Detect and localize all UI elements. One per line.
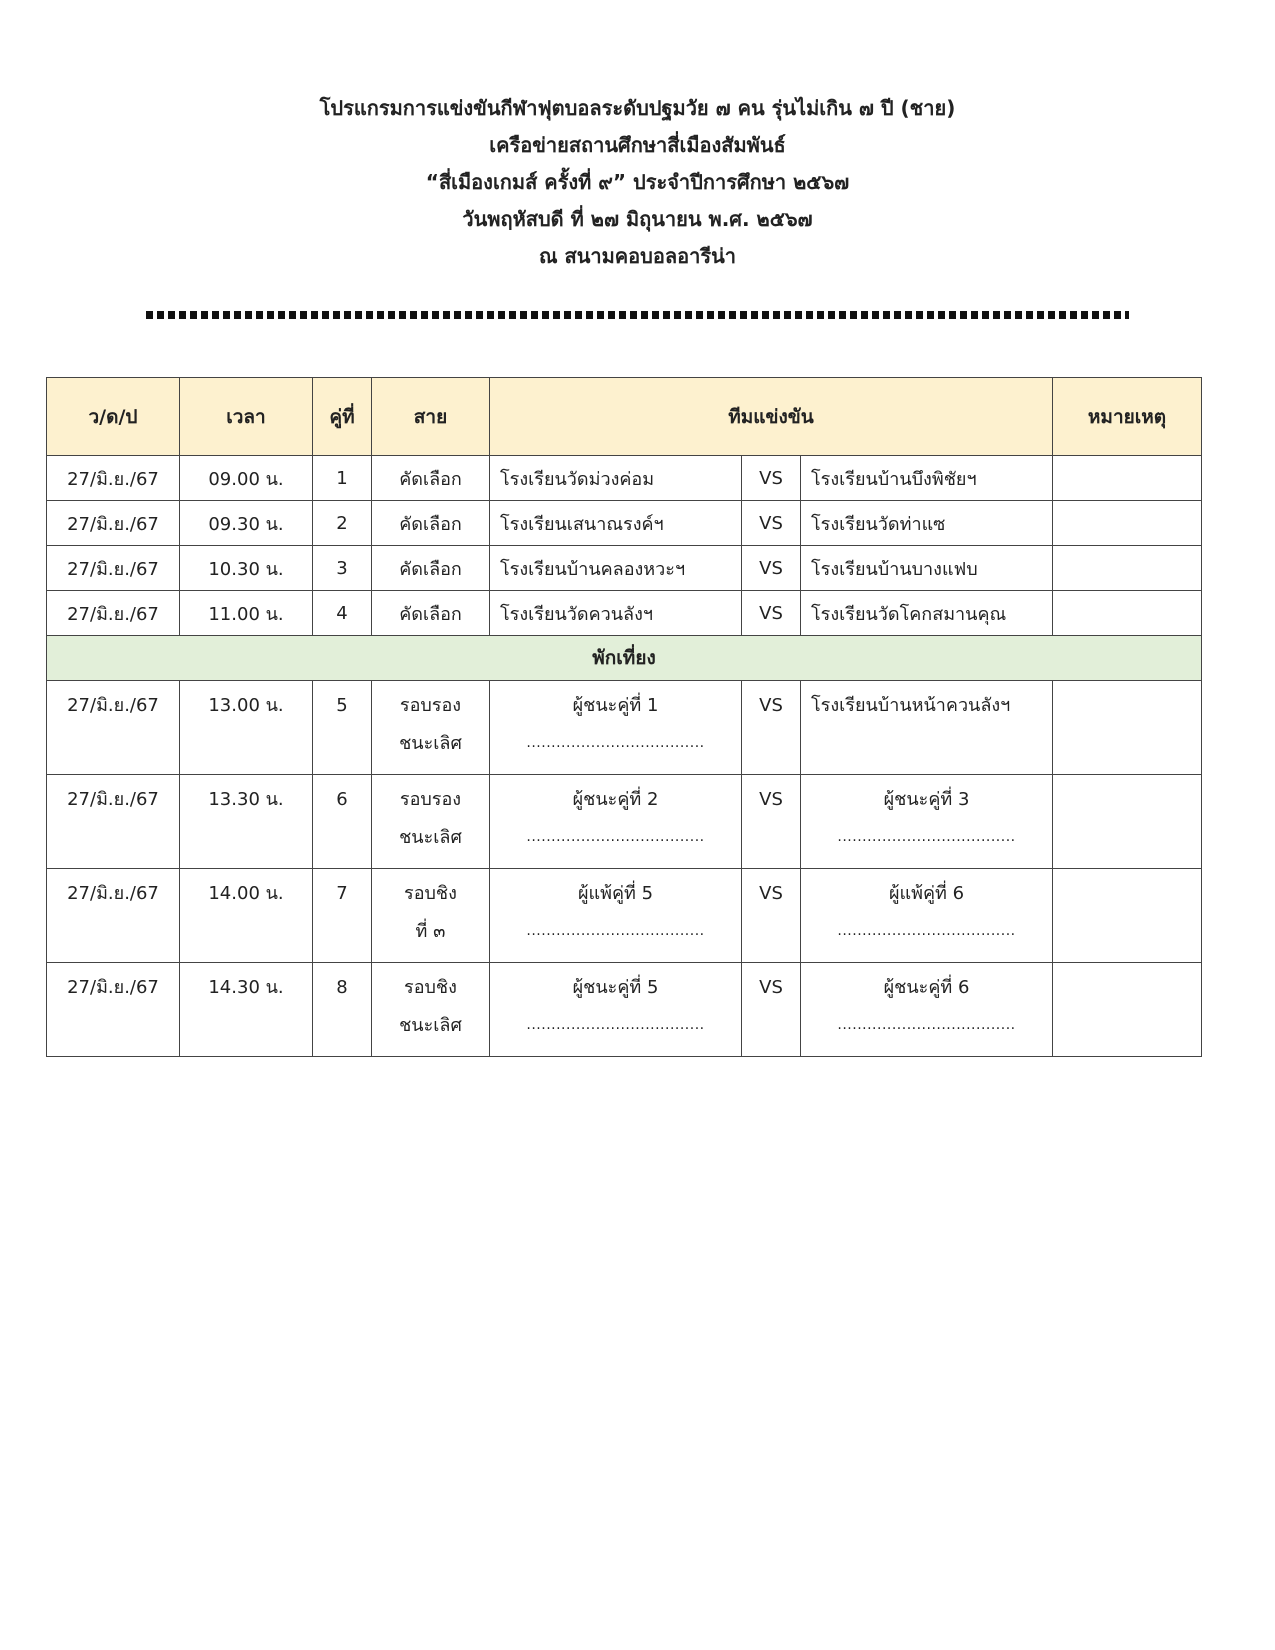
cell-note (1053, 869, 1202, 963)
table-row (47, 456, 1202, 501)
fill-in-dotted-line: .................................... (837, 829, 1016, 845)
cell-time: 11.00 น. (180, 591, 313, 636)
fill-in-dotted-line: .................................... (837, 923, 1016, 939)
cell-team1: โรงเรียนบ้านคลองหวะฯ (490, 546, 742, 591)
cell-date: 27/มิ.ย./67 (47, 501, 180, 546)
group-line-2: ชนะเลิศ (399, 733, 462, 754)
group-line-2: ชนะเลิศ (399, 827, 462, 848)
cell-vs: VS (742, 681, 801, 775)
cell-team2 (801, 963, 1053, 1057)
team2-label: ผู้ชนะคู่ที่ 6 (883, 977, 970, 998)
group-line-1: รอบชิง (404, 977, 457, 998)
cell-time: 13.30 น. (180, 775, 313, 869)
cell-note (1053, 501, 1202, 546)
cell-group (372, 869, 490, 963)
header-match-no: คู่ที่ (313, 378, 372, 456)
cell-team2: โรงเรียนบ้านหน้าควนลังฯ (801, 681, 1053, 775)
cell-time: 14.30 น. (180, 963, 313, 1057)
fill-in-dotted-line: .................................... (526, 923, 705, 939)
lunch-break-row (47, 636, 1202, 681)
cell-date: 27/มิ.ย./67 (47, 591, 180, 636)
fill-in-dotted-line: .................................... (526, 829, 705, 845)
cell-vs: VS (742, 456, 801, 501)
table-row (47, 963, 1202, 1057)
lunch-break-label: พักเที่ยง (47, 636, 1202, 681)
cell-time: 14.00 น. (180, 869, 313, 963)
cell-team2: โรงเรียนวัดโคกสมานคุณ (801, 591, 1053, 636)
table-row (47, 869, 1202, 963)
cell-time: 13.00 น. (180, 681, 313, 775)
cell-match-no: 6 (313, 775, 372, 869)
cell-team2: โรงเรียนวัดท่าแซ (801, 501, 1053, 546)
cell-note (1053, 775, 1202, 869)
dotted-divider (146, 311, 1129, 319)
title-line-3: “สี่เมืองเกมส์ ครั้งที่ ๙” ประจำปีการศึกษา ๒๕๖๗ (425, 170, 850, 194)
header-group: สาย (372, 378, 490, 456)
group-line-1: รอบรอง (399, 695, 462, 716)
cell-team1: โรงเรียนวัดควนลังฯ (490, 591, 742, 636)
table-row (47, 681, 1202, 775)
cell-match-no: 3 (313, 546, 372, 591)
title-line-4: วันพฤหัสบดี ที่ ๒๗ มิถุนายน พ.ศ. ๒๕๖๗ (462, 207, 813, 231)
cell-vs: VS (742, 869, 801, 963)
cell-match-no: 7 (313, 869, 372, 963)
cell-team2 (801, 775, 1053, 869)
group-line-2: ชนะเลิศ (399, 1015, 462, 1036)
cell-group (372, 963, 490, 1057)
cell-group: คัดเลือก (372, 546, 490, 591)
cell-note (1053, 681, 1202, 775)
group-line-1: รอบรอง (399, 789, 462, 810)
header-teams: ทีมแข่งขัน (490, 378, 1053, 456)
cell-vs: VS (742, 546, 801, 591)
cell-note (1053, 591, 1202, 636)
cell-group: คัดเลือก (372, 591, 490, 636)
cell-team1 (490, 963, 742, 1057)
cell-match-no: 1 (313, 456, 372, 501)
title-line-2: เครือข่ายสถานศึกษาสี่เมืองสัมพันธ์ (489, 133, 786, 157)
cell-team1: โรงเรียนเสนาณรงค์ฯ (490, 501, 742, 546)
cell-vs: VS (742, 501, 801, 546)
cell-group: คัดเลือก (372, 501, 490, 546)
team2-label: ผู้แพ้คู่ที่ 6 (888, 883, 965, 904)
cell-team2: โรงเรียนบ้านบึงพิชัยฯ (801, 456, 1053, 501)
cell-date: 27/มิ.ย./67 (47, 869, 180, 963)
cell-note (1053, 456, 1202, 501)
match-schedule-table (46, 377, 1202, 1057)
cell-team1 (490, 775, 742, 869)
table-header-row (47, 378, 1202, 456)
cell-vs: VS (742, 591, 801, 636)
fill-in-dotted-line: .................................... (526, 735, 705, 751)
cell-time: 10.30 น. (180, 546, 313, 591)
cell-match-no: 8 (313, 963, 372, 1057)
cell-date: 27/มิ.ย./67 (47, 963, 180, 1057)
cell-note (1053, 963, 1202, 1057)
title-line-5: ณ สนามคอบอลอารีน่า (538, 244, 737, 268)
group-line-1: รอบชิง (404, 883, 457, 904)
cell-group (372, 681, 490, 775)
cell-match-no: 4 (313, 591, 372, 636)
document-header (0, 90, 1275, 275)
team1-label: ผู้ชนะคู่ที่ 1 (572, 695, 659, 716)
cell-team1: โรงเรียนวัดม่วงค่อม (490, 456, 742, 501)
cell-group (372, 775, 490, 869)
cell-team1 (490, 681, 742, 775)
cell-note (1053, 546, 1202, 591)
cell-date: 27/มิ.ย./67 (47, 456, 180, 501)
fill-in-dotted-line: .................................... (526, 1017, 705, 1033)
fill-in-dotted-line: .................................... (837, 1017, 1016, 1033)
group-line-2: ที่ ๓ (415, 921, 446, 942)
header-note: หมายเหตุ (1053, 378, 1202, 456)
cell-match-no: 5 (313, 681, 372, 775)
cell-time: 09.30 น. (180, 501, 313, 546)
team1-label: ผู้ชนะคู่ที่ 5 (572, 977, 659, 998)
cell-date: 27/มิ.ย./67 (47, 775, 180, 869)
table-row (47, 591, 1202, 636)
cell-date: 27/มิ.ย./67 (47, 546, 180, 591)
cell-team2: โรงเรียนบ้านบางแฟบ (801, 546, 1053, 591)
cell-match-no: 2 (313, 501, 372, 546)
cell-time: 09.00 น. (180, 456, 313, 501)
header-date: ว/ด/ป (47, 378, 180, 456)
cell-team1 (490, 869, 742, 963)
header-time: เวลา (180, 378, 313, 456)
team1-label: ผู้แพ้คู่ที่ 5 (577, 883, 654, 904)
table-row (47, 546, 1202, 591)
title-line-1: โปรแกรมการแข่งขันกีฬาฟุตบอลระดับปฐมวัย ๗ คน รุ่นไม่เกิน ๗ ปี (ชาย) (319, 96, 956, 120)
cell-vs: VS (742, 775, 801, 869)
cell-vs: VS (742, 963, 801, 1057)
table-row (47, 775, 1202, 869)
cell-group: คัดเลือก (372, 456, 490, 501)
cell-date: 27/มิ.ย./67 (47, 681, 180, 775)
table-row (47, 501, 1202, 546)
team1-label: ผู้ชนะคู่ที่ 2 (572, 789, 659, 810)
cell-team2 (801, 869, 1053, 963)
team2-label: ผู้ชนะคู่ที่ 3 (883, 789, 970, 810)
